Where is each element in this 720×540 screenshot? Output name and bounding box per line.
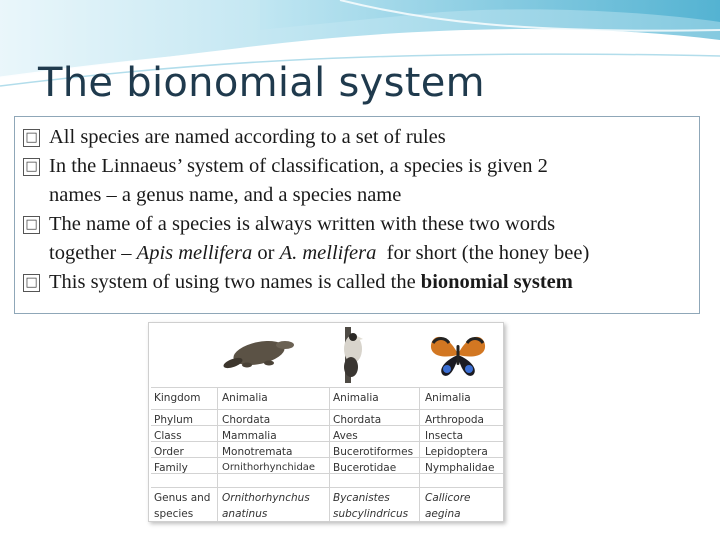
- bullet-text: names – a genus name, and a species name: [49, 184, 402, 206]
- table-divider: [217, 387, 218, 521]
- scientific-name-cell: aegina: [425, 508, 461, 520]
- bullet-item: [21, 268, 693, 297]
- table-cell: Ornithorhynchidae: [222, 462, 316, 473]
- bullet-text: In the Linnaeus’ system of classification, a species is given 2: [49, 155, 548, 177]
- butterfly-image: [427, 325, 489, 383]
- table-cell: Mammalia: [222, 430, 277, 442]
- scientific-name-cell: Callicore: [425, 492, 471, 504]
- table-divider: [419, 387, 420, 521]
- bullet-text: This system of using two names is called the: [49, 271, 421, 293]
- species-name-italic: A. mellifera: [279, 242, 377, 264]
- row-label: Kingdom: [154, 392, 201, 404]
- slide-title: The bionomial system: [38, 60, 485, 106]
- row-label: species: [154, 508, 194, 520]
- table-cell: Bucerotiformes: [333, 446, 414, 458]
- row-label: Genus and: [154, 492, 211, 504]
- box-glyph-icon: □: [23, 216, 40, 234]
- table-divider: [151, 387, 503, 388]
- table-cell: Animalia: [333, 392, 379, 404]
- bullet-item: [21, 152, 693, 210]
- species-name-italic: Apis mellifera: [136, 242, 253, 264]
- table-cell: Chordata: [222, 414, 271, 426]
- table-cell: Bucerotidae: [333, 462, 397, 474]
- table-cell: Nymphalidae: [425, 462, 495, 474]
- table-cell: Insecta: [425, 430, 464, 442]
- table-cell: Monotremata: [222, 446, 293, 458]
- table-cell: Animalia: [222, 392, 268, 404]
- bionomial-system-bold: bionomial system: [420, 271, 573, 293]
- table-cell: Aves: [333, 430, 358, 442]
- scientific-name-cell: Bycanistes: [333, 492, 390, 504]
- table-cell: Chordata: [333, 414, 382, 426]
- hornbill-image: [331, 325, 371, 383]
- table-divider: [151, 487, 503, 488]
- table-divider: [329, 387, 330, 521]
- box-glyph-icon: □: [23, 274, 40, 292]
- platypus-image: [219, 325, 299, 383]
- bullet-text: or: [252, 242, 280, 264]
- bullet-list-box: [14, 116, 700, 314]
- bullet-text: The name of a species is always written with these two words: [49, 213, 556, 235]
- table-divider: [151, 409, 503, 410]
- scientific-name-cell: anatinus: [222, 508, 268, 520]
- bullet-text: together –: [49, 242, 137, 264]
- table-cell: Arthropoda: [425, 414, 484, 426]
- bullet-item: [21, 123, 693, 152]
- bullet-item: [21, 210, 693, 268]
- bullet-text: for short (the honey bee): [376, 242, 590, 264]
- box-glyph-icon: □: [23, 158, 40, 176]
- species-images-row: [149, 323, 505, 385]
- scientific-name-cell: subcylindricus: [333, 508, 409, 520]
- row-label: Phylum: [154, 414, 194, 426]
- table-cell: Animalia: [425, 392, 471, 404]
- bullet-text: All species are named according to a set of rules: [49, 126, 446, 148]
- scientific-name-cell: Ornithorhynchus: [222, 492, 310, 504]
- box-glyph-icon: □: [23, 129, 40, 147]
- row-label: Family: [154, 462, 188, 474]
- table-cell: Lepidoptera: [425, 446, 488, 458]
- classification-table: [148, 322, 504, 522]
- row-label: Class: [154, 430, 182, 442]
- row-label: Order: [154, 446, 184, 458]
